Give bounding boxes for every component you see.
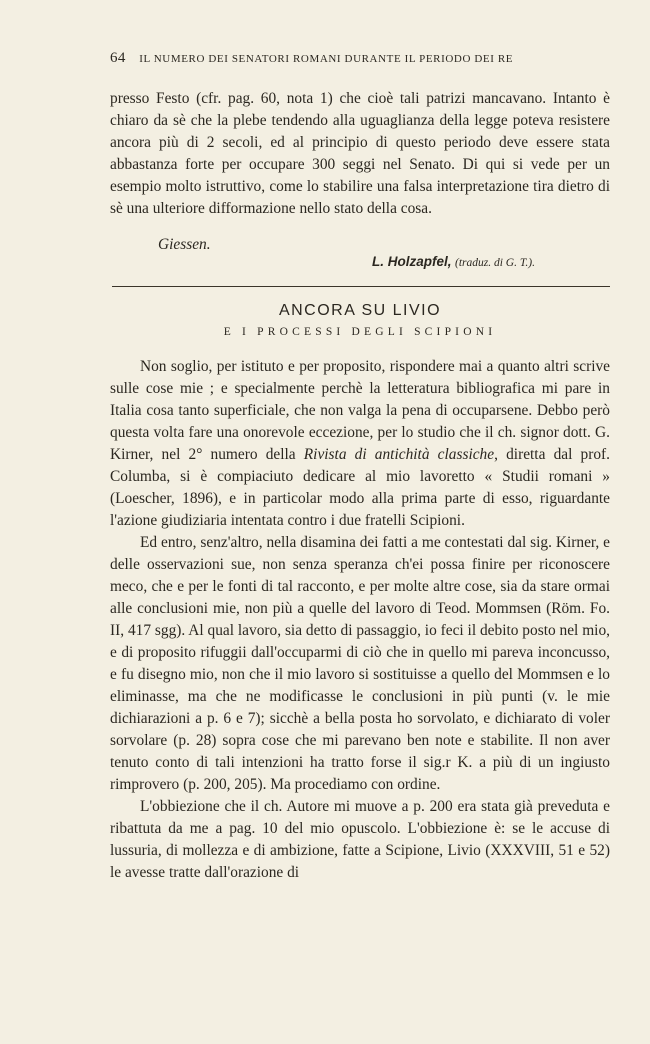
running-title: IL NUMERO DEI SENATORI ROMANI DURANTE IL PERIODO DEI RE (139, 53, 514, 65)
article-title: ANCORA SU LIVIO (278, 302, 442, 319)
previous-article-ending (110, 88, 610, 220)
paragraph-1-text-a: Non soglio, per istituto e per proposito, rispondere mai a quanto altri scrive sulle cose mie ; e specialmente perchè la letteratura bibliografica mi pare in Italia cosa tanto superficiale, che non valga la pena di occuparsene. Debbo però questa volta fare una onorevole eccezione, per lo studio che il ch. signor dott. G. Kirner, nel 2° numero della (110, 358, 610, 463)
journal-title: Rivista di antichità classiche (303, 446, 495, 463)
paragraph-3: L'obbiezione che il ch. Autore mi muove a p. 200 era stata già preveduta e ribattuta da me a pag. 10 del mio opuscolo. L'obbiezione è: se le accuse di lussuria, di mollezza e di ambizione, fatte a Scipione, Livio (XXXVIII, 51 e 52) le avesse tratte dall'orazione di (110, 798, 610, 881)
section-divider (112, 286, 610, 287)
running-head (110, 50, 610, 70)
article-subtitle: E I PROCESSI DEGLI SCIPIONI (223, 326, 497, 338)
previous-article-paragraph: presso Festo (cfr. pag. 60, nota 1) che cioè tali patrizi mancavano. Intanto è chiaro da sè che la plebe tendendo alla uguaglianza della legge poteva resistere ancora più di 2 secoli, ed al principio di questo periodo deve essere stata abbastanza forte per occupare 300 seggi nel Senato. Di qui si vede per un esempio molto istruttivo, come lo stabilire una falsa interpretazione tira dietro di sè una ulteriore difformazione nello stato della cosa. (110, 90, 610, 217)
paragraph-1-text-b: , diretta dal prof. Columba, si è compiaciuto dedicare al mio lavoretto « Studii romani » (Loescher, 1896), e in particolar modo alla prima parte di esso, riguardante l'azione giudiziaria intentata contro i due fratelli Scipioni. (110, 446, 611, 529)
page-number: 64 (110, 50, 126, 66)
signature (372, 254, 535, 271)
article-body (110, 356, 610, 884)
paragraph-1 (110, 356, 610, 532)
signature-name: L. Holzapfel, (372, 254, 452, 269)
place-line: Giessen. (158, 236, 211, 253)
translator-note: (traduz. di G. T.). (455, 257, 535, 269)
paragraph-2: Ed entro, senz'altro, nella disamina dei fatti a me contestati dal sig. Kirner, e delle osservazioni sue, non senza speranza ch'ei possa finire per riconoscere meco, che e per le fonti di tal racconto, e per molte altre cose, sia da stare ormai alle conclusioni mie, non più a quelle del lavoro di Teod. Mommsen (Röm. Fo. II, 417 sgg). Al qual lavoro, sia detto di passaggio, io feci il debito posto nel mio, e di proposito rifuggii dall'occuparmi di ciò che in quello mi pareva inconcusso, e fu disegno mio, non che il mio lavoro si sostituisse a quello del Mommsen e lo eliminasse, ma che ne modificasse le conclusioni in più punti (v. le mie dichiarazioni a p. 6 e 7); sicchè a bella posta ho sorvolato, e dichiarato di voler sorvolare (p. 28) sopra cose che mi parevano ben note e stabilite. Il non aver tenuto conto di tali intenzioni ha tratto forse il sig.r K. a più di un ingiusto rimprovero (p. 200, 205). Ma procediamo con ordine. (110, 534, 610, 793)
